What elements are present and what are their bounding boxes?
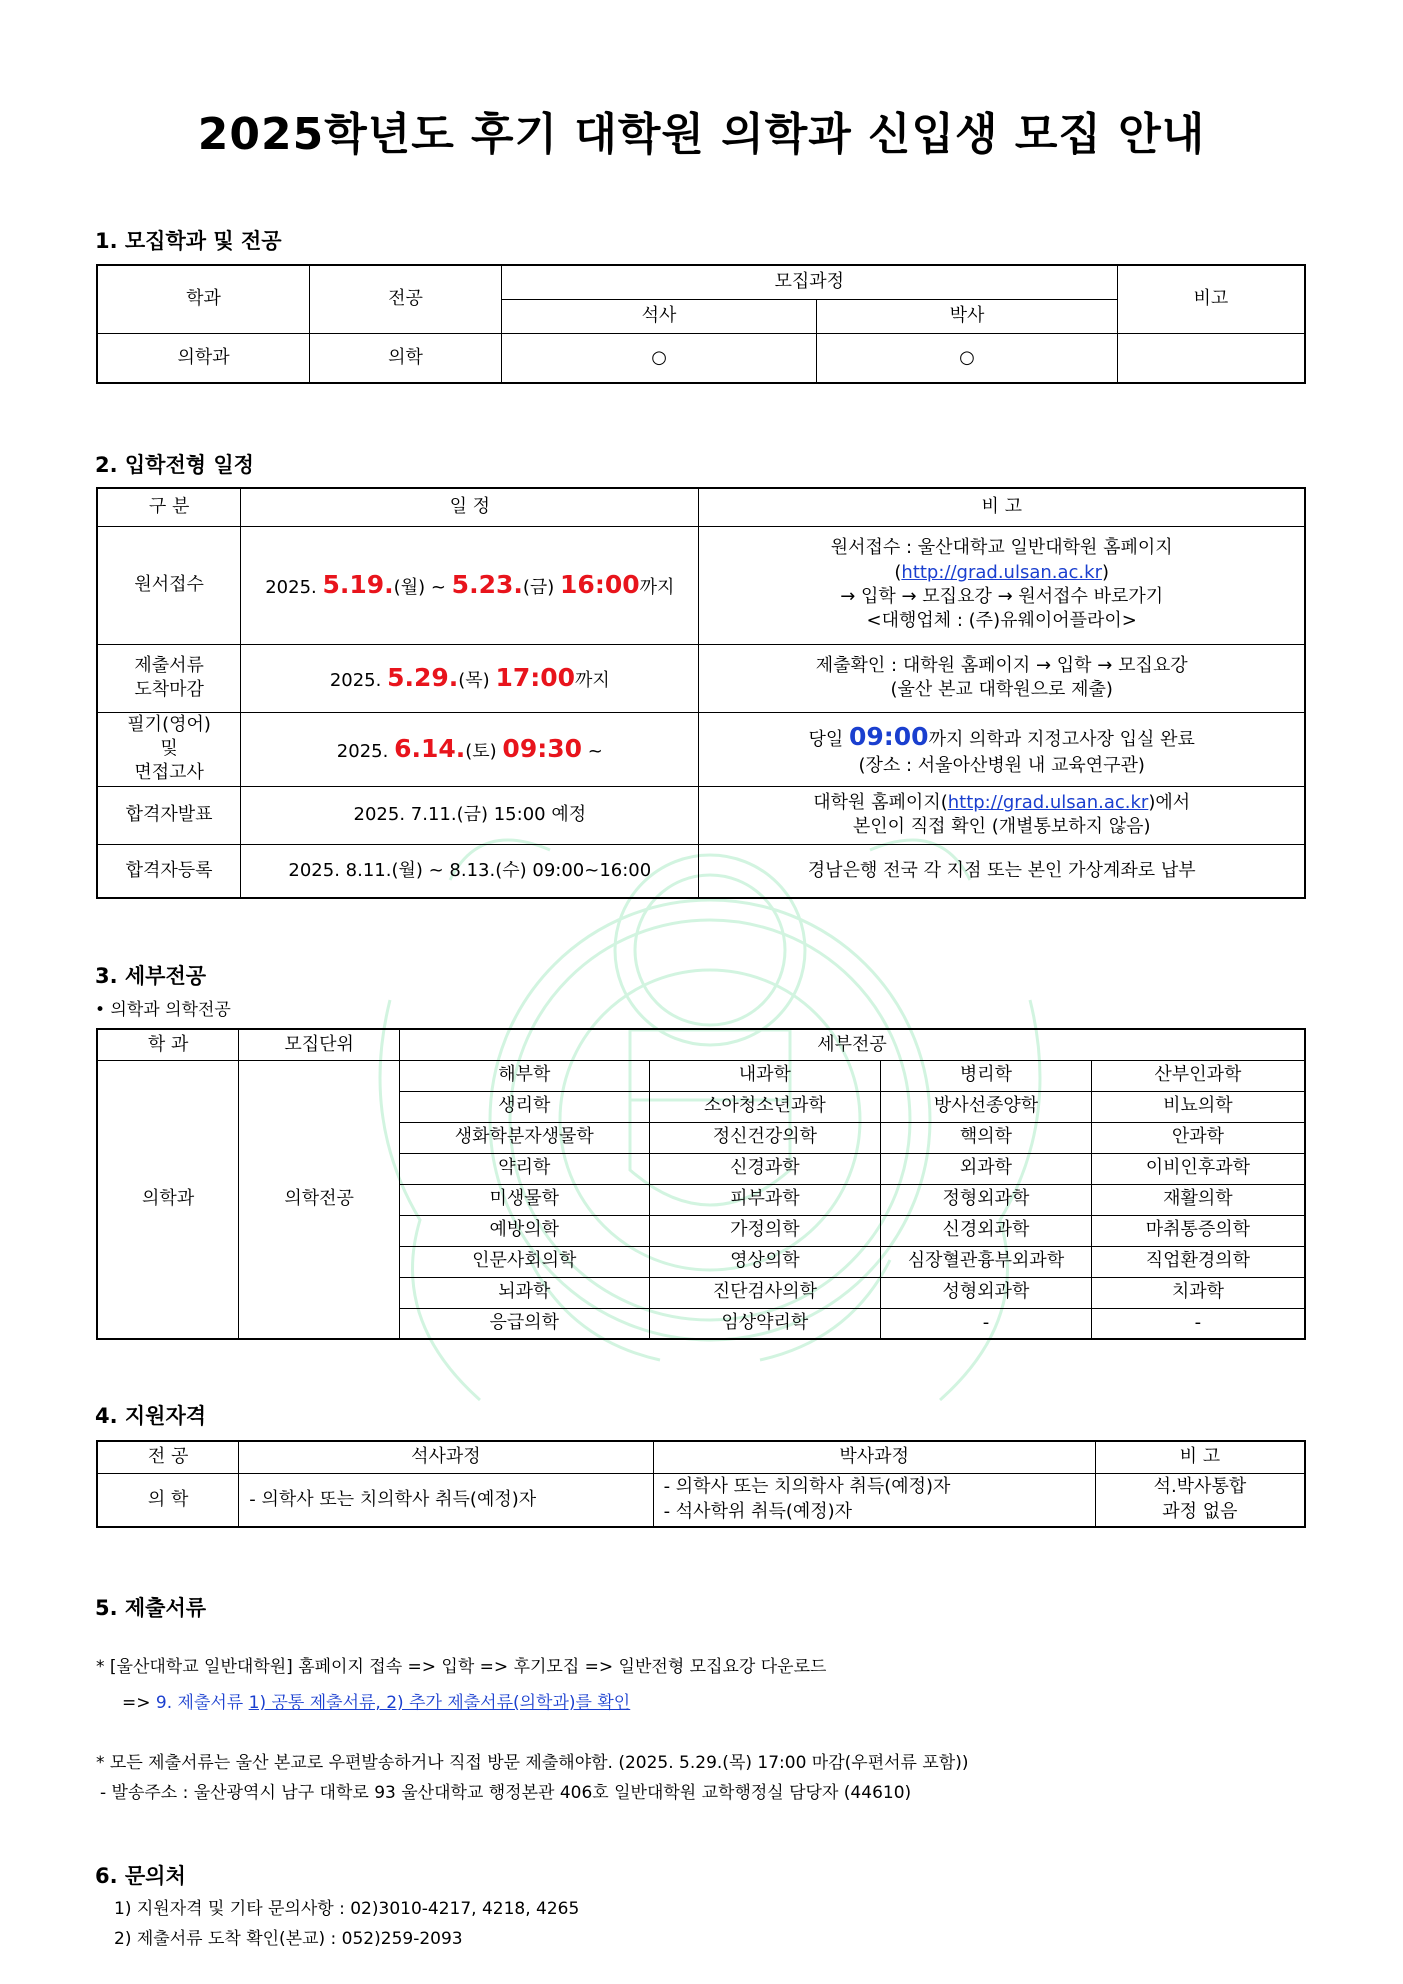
- sched-documents: 2025. 5.29.(목) 17:00까지: [241, 644, 699, 712]
- detail-major-cell: 안과학: [1091, 1122, 1305, 1153]
- cat-exam: 필기(영어) 및 면접고사: [97, 712, 241, 786]
- cell-note: 석.박사통합 과정 없음: [1095, 1473, 1305, 1527]
- detail-major-cell: 재활의학: [1091, 1184, 1305, 1215]
- recruitment-table: [96, 264, 1306, 384]
- detail-major-cell: 약리학: [400, 1153, 650, 1184]
- detail-major-cell: 인문사회의학: [400, 1246, 650, 1277]
- section-2-heading: 2. 입학전형 일정: [95, 453, 254, 477]
- detail-major-cell: 핵의학: [881, 1122, 1092, 1153]
- header-dept: 학 과: [97, 1029, 239, 1060]
- detail-major-cell: 생리학: [400, 1091, 650, 1122]
- schedule-row-exam: [97, 712, 1305, 786]
- cell-major: 의 학: [97, 1473, 239, 1527]
- header-master: 석사: [501, 299, 816, 333]
- header-note: 비고: [1117, 265, 1305, 333]
- detail-major-cell: 정형외과학: [881, 1184, 1092, 1215]
- schedule-row-announcement: [97, 786, 1305, 844]
- cat-registration: 합격자등록: [97, 844, 241, 898]
- table-row: [97, 1060, 1305, 1091]
- detail-major-cell: 생화학분자생물학: [400, 1122, 650, 1153]
- detail-major-cell: 예방의학: [400, 1215, 650, 1246]
- detail-major-cell: 진단검사의학: [649, 1277, 881, 1308]
- sched-announcement: 2025. 7.11.(금) 15:00 예정: [241, 786, 699, 844]
- header-master: 석사과정: [239, 1441, 653, 1473]
- header-phd: 박사과정: [653, 1441, 1095, 1473]
- cell-master: - 의학사 또는 치의학사 취득(예정)자: [239, 1473, 653, 1527]
- cell-dept: 의학과: [97, 1060, 239, 1339]
- detail-major-cell: 산부인과학: [1091, 1060, 1305, 1091]
- schedule-row-application: [97, 526, 1305, 644]
- header-note: 비 고: [1095, 1441, 1305, 1473]
- note-documents: 제출확인 : 대학원 홈페이지 → 입학 → 모집요강 (울산 본교 대학원으로 제출): [699, 644, 1305, 712]
- header-major: 전공: [310, 265, 502, 333]
- header-major: 전 공: [97, 1441, 239, 1473]
- detail-major-table: [96, 1028, 1306, 1340]
- detail-major-cell: 응급의학: [400, 1308, 650, 1339]
- detail-major-cell: -: [1091, 1308, 1305, 1339]
- detail-major-cell: 미생물학: [400, 1184, 650, 1215]
- detail-major-cell: -: [881, 1308, 1092, 1339]
- date-start: 5.19.: [322, 570, 394, 600]
- cat-application: 원서접수: [97, 526, 241, 644]
- detail-major-cell: 가정의학: [649, 1215, 881, 1246]
- cell-major: 의학: [310, 333, 502, 383]
- documents-line-2: => 9. 제출서류 1) 공통 제출서류, 2) 추가 제출서류(의학과)를 확인: [122, 1693, 631, 1713]
- documents-link[interactable]: 1) 공통 제출서류, 2) 추가 제출서류(의학과)를 확인: [248, 1693, 631, 1713]
- detail-major-cell: 방사선종양학: [881, 1091, 1092, 1122]
- cell-unit: 의학전공: [239, 1060, 400, 1339]
- detail-major-cell: 신경과학: [649, 1153, 881, 1184]
- detail-major-cell: 뇌과학: [400, 1277, 650, 1308]
- documents-line-3: * 모든 제출서류는 울산 본교로 우편발송하거나 직접 방문 제출해야함. (2025. 5.29.(목) 17:00 마감(우편서류 포함)): [96, 1753, 969, 1773]
- grad-homepage-link-2[interactable]: http://grad.ulsan.ac.kr: [947, 791, 1149, 813]
- page-title: 2025학년도 후기 대학원 의학과 신입생 모집 안내: [197, 109, 1206, 160]
- header-schedule: 일 정: [241, 488, 699, 526]
- sched-registration: 2025. 8.11.(월) ~ 8.13.(수) 09:00~16:00: [241, 844, 699, 898]
- detail-major-cell: 영상의학: [649, 1246, 881, 1277]
- documents-line-4: - 발송주소 : 울산광역시 남구 대학로 93 울산대학교 행정본관 406호 일반대학원 교학행정실 담당자 (44610): [100, 1783, 912, 1803]
- detail-major-cell: 심장혈관흉부외과학: [881, 1246, 1092, 1277]
- cat-documents: 제출서류 도착마감: [97, 644, 241, 712]
- detail-major-cell: 해부학: [400, 1060, 650, 1091]
- detail-major-cell: 직업환경의학: [1091, 1246, 1305, 1277]
- cat-announcement: 합격자발표: [97, 786, 241, 844]
- note-announcement: 대학원 홈페이지(http://grad.ulsan.ac.kr)에서 본인이 직접 확인 (개별통보하지 않음): [699, 786, 1305, 844]
- detail-major-cell: 비뇨의학: [1091, 1091, 1305, 1122]
- time-deadline: 16:00: [560, 570, 640, 600]
- detail-major-cell: 신경외과학: [881, 1215, 1092, 1246]
- detail-major-cell: 외과학: [881, 1153, 1092, 1184]
- section-1-heading: 1. 모집학과 및 전공: [95, 229, 282, 253]
- detail-major-cell: 이비인후과학: [1091, 1153, 1305, 1184]
- detail-major-cell: 정신건강의학: [649, 1122, 881, 1153]
- cell-phd: - 의학사 또는 치의학사 취득(예정)자 - 석사학위 취득(예정)자: [653, 1473, 1095, 1527]
- sched-exam: 2025. 6.14.(토) 09:30 ~: [241, 712, 699, 786]
- section-3-subheading: • 의학과 의학전공: [95, 1000, 231, 1020]
- schedule-row-documents: [97, 644, 1305, 712]
- eligibility-table: [96, 1440, 1306, 1528]
- documents-line-1: * [울산대학교 일반대학원] 홈페이지 접속 => 입학 => 후기모집 => 일반전형 모집요강 다운로드: [96, 1657, 827, 1677]
- detail-major-cell: 임상약리학: [649, 1308, 881, 1339]
- contact-line-1: 1) 지원자격 및 기타 문의사항 : 02)3010-4217, 4218, 4265: [114, 1899, 580, 1919]
- header-course: 모집과정: [501, 265, 1117, 299]
- cell-phd: ○: [817, 333, 1117, 383]
- section-5-heading: 5. 제출서류: [95, 1596, 207, 1620]
- note-application: 원서접수 : 울산대학교 일반대학원 홈페이지 (http://grad.ulsan.ac.kr) → 입학 → 모집요강 → 원서접수 바로가기 <대행업체 : (주)유웨이어플라이>: [699, 526, 1305, 644]
- header-unit: 모집단위: [239, 1029, 400, 1060]
- section-3-heading: 3. 세부전공: [95, 964, 207, 988]
- date-end: 5.23.: [451, 570, 523, 600]
- note-exam: 당일 09:00까지 의학과 지정고사장 입실 완료 (장소 : 서울아산병원 내 교육연구관): [699, 712, 1305, 786]
- sched-application: 2025. 5.19.(월) ~ 5.23.(금) 16:00까지: [241, 526, 699, 644]
- cell-dept: 의학과: [97, 333, 310, 383]
- detail-major-cell: 마취통증의학: [1091, 1215, 1305, 1246]
- header-dept: 학과: [97, 265, 310, 333]
- header-detail-major: 세부전공: [400, 1029, 1306, 1060]
- detail-major-cell: 소아청소년과학: [649, 1091, 881, 1122]
- detail-major-cell: 성형외과학: [881, 1277, 1092, 1308]
- note-registration: 경남은행 전국 각 지점 또는 본인 가상계좌로 납부: [699, 844, 1305, 898]
- detail-major-cell: 병리학: [881, 1060, 1092, 1091]
- detail-major-cell: 치과학: [1091, 1277, 1305, 1308]
- detail-major-cell: 내과학: [649, 1060, 881, 1091]
- schedule-table: [96, 487, 1306, 899]
- grad-homepage-link[interactable]: http://grad.ulsan.ac.kr: [901, 561, 1102, 583]
- header-remarks: 비 고: [699, 488, 1305, 526]
- contact-line-2: 2) 제출서류 도착 확인(본교) : 052)259-2093: [114, 1929, 463, 1949]
- section-4-heading: 4. 지원자격: [95, 1404, 207, 1428]
- cell-note: [1117, 333, 1305, 383]
- cell-master: ○: [501, 333, 816, 383]
- section-6-heading: 6. 문의처: [95, 1864, 186, 1888]
- header-phd: 박사: [817, 299, 1117, 333]
- detail-major-cell: 피부과학: [649, 1184, 881, 1215]
- header-category: 구 분: [97, 488, 241, 526]
- schedule-row-registration: [97, 844, 1305, 898]
